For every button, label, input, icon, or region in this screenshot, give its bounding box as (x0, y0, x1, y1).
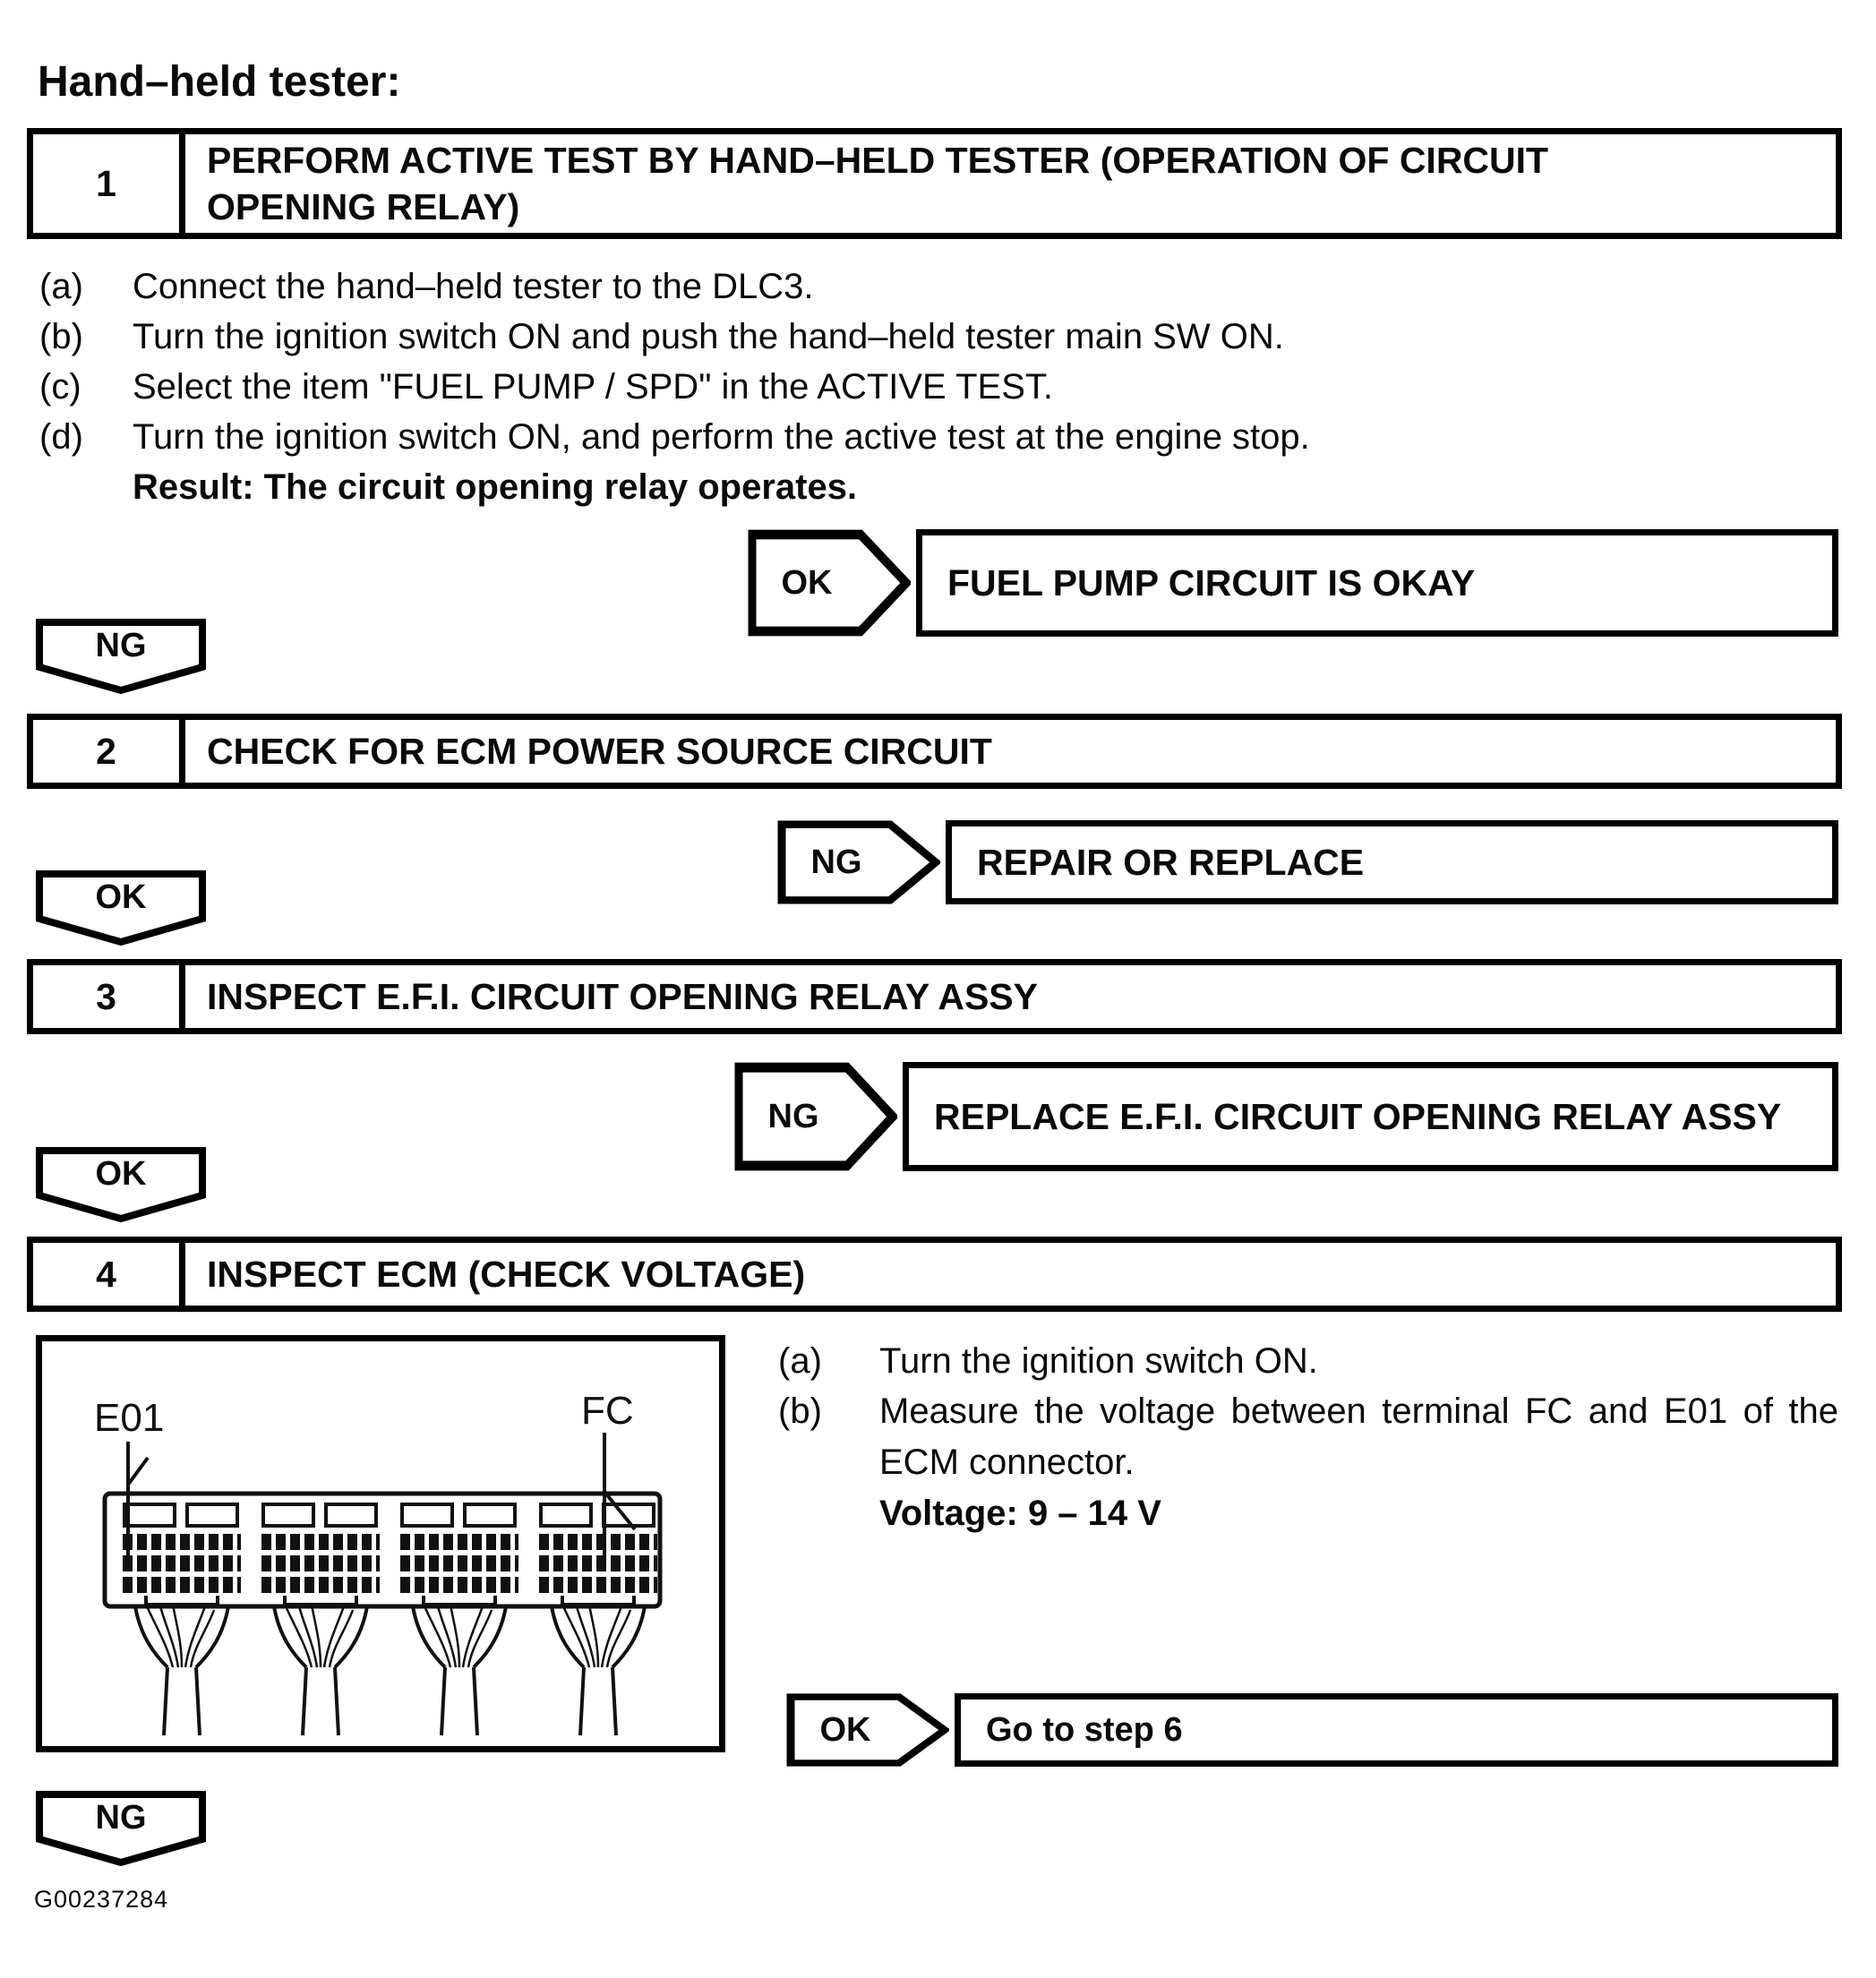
step-number: 1 (33, 134, 185, 233)
step-4-instructions (778, 1336, 1838, 1538)
instruction-item (39, 312, 1821, 362)
ok-arrow (748, 529, 911, 637)
item-label: (b) (39, 317, 83, 356)
step-1-header (27, 128, 1842, 239)
step-number: 4 (33, 1243, 185, 1306)
step-title: INSPECT ECM (CHECK VOLTAGE) (207, 1253, 806, 1295)
item-label: (d) (39, 417, 83, 457)
outcome-box: REPAIR OR REPLACE (946, 820, 1838, 904)
outcome-box: REPLACE E.F.I. CIRCUIT OPENING RELAY ASSY (903, 1062, 1838, 1171)
verdict-label: OK (781, 563, 833, 602)
step-title: CHECK FOR ECM POWER SOURCE CIRCUIT (207, 730, 992, 772)
outcome-box: FUEL PUMP CIRCUIT IS OKAY (916, 529, 1838, 637)
step-title-text: PERFORM ACTIVE TEST BY HAND–HELD TESTER (OPERATION OF CIRCUIT OPENING RELAY) (207, 139, 1549, 227)
instruction-item (778, 1336, 1838, 1386)
voltage-spec: Voltage: 9 – 14 V (879, 1494, 1161, 1533)
step-2-header (27, 714, 1842, 789)
terminal-label-fc: FC (581, 1389, 634, 1433)
ok-tab (36, 870, 206, 947)
step-number: 3 (33, 965, 185, 1028)
ecm-connector-figure (36, 1335, 725, 1752)
ng-arrow (777, 820, 940, 904)
instruction-item (39, 362, 1821, 412)
item-label: (a) (39, 267, 83, 306)
item-text: Turn the ignition switch ON, and perform the active test at the engine stop. (133, 417, 1310, 457)
branch-ng-repair (777, 820, 1838, 904)
ok-tab (36, 1147, 206, 1224)
verdict-label: NG (767, 1097, 819, 1135)
instruction-item (39, 261, 1821, 312)
verdict-label: OK (95, 1154, 147, 1193)
ng-arrow (734, 1062, 897, 1171)
verdict-label: OK (95, 878, 147, 916)
branch-ng-replace-relay (734, 1062, 1838, 1171)
ng-tab (36, 1791, 206, 1868)
item-label: (c) (39, 367, 81, 407)
ecm-connector-drawing (42, 1341, 719, 1746)
item-text: Turn the ignition switch ON. (879, 1341, 1318, 1381)
branch-ok-go-to-step-6 (786, 1693, 1838, 1767)
item-label: (a) (778, 1341, 822, 1381)
instruction-item (39, 412, 1821, 462)
item-text: Connect the hand–held tester to the DLC3. (133, 267, 814, 306)
terminal-label-e01: E01 (94, 1396, 165, 1440)
step-title (185, 134, 1836, 233)
step-title: INSPECT E.F.I. CIRCUIT OPENING RELAY ASSY (207, 975, 1038, 1017)
ok-arrow (786, 1693, 949, 1767)
instruction-item (778, 1386, 1838, 1488)
outcome-box: Go to step 6 (955, 1693, 1838, 1767)
step-3-header (27, 959, 1842, 1034)
result-text: Result: The circuit opening relay operates. (133, 467, 858, 507)
verdict-label: NG (95, 626, 147, 664)
branch-ok-fuel-pump (748, 529, 1838, 637)
item-label: (b) (778, 1391, 822, 1431)
step-4-header (27, 1237, 1842, 1312)
item-text: Turn the ignition switch ON and push the hand–held tester main SW ON. (133, 317, 1284, 356)
verdict-label: OK (819, 1710, 871, 1749)
step-number: 2 (33, 720, 185, 783)
ng-tab (36, 619, 206, 696)
page-title: Hand–held tester: (38, 58, 401, 106)
item-text: Select the item "FUEL PUMP / SPD" in the ACTIVE TEST. (133, 367, 1054, 407)
figure-code: G00237284 (34, 1886, 169, 1913)
verdict-label: NG (810, 843, 862, 881)
step-1-instructions (39, 261, 1821, 512)
verdict-label: NG (95, 1798, 147, 1837)
item-text: Measure the voltage between terminal FC and E01 of the ECM connector. (879, 1391, 1838, 1482)
